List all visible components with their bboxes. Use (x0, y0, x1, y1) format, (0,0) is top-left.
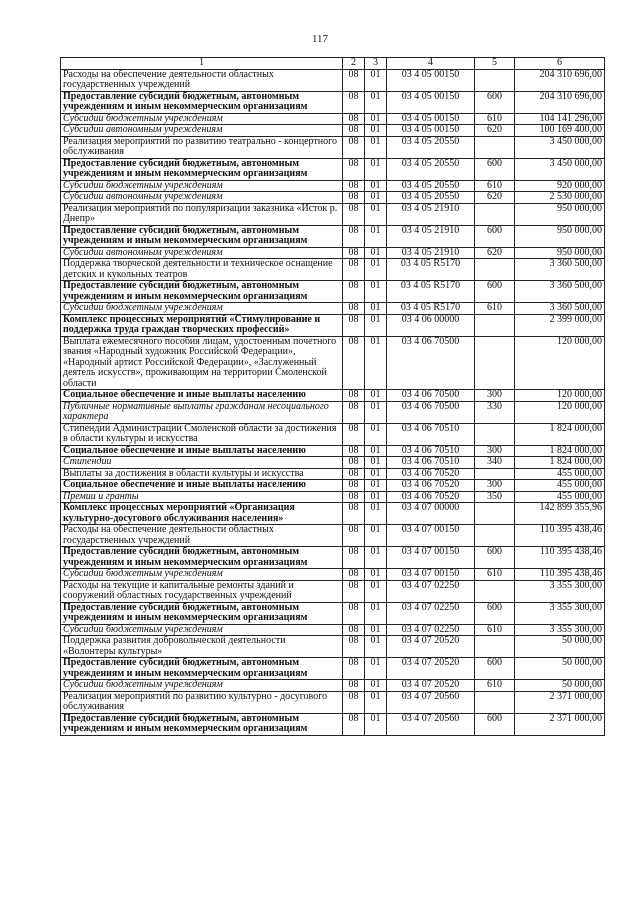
target-article-cell: 03 4 05 R5170 (387, 303, 475, 315)
target-article-cell: 03 4 07 20520 (387, 636, 475, 658)
budget-table (60, 57, 605, 736)
row-name-cell: Расходы на обеспечение деятельности областных государственных учреждений (61, 69, 343, 91)
table-row (61, 423, 605, 445)
expense-type-cell: 610 (475, 624, 515, 636)
expense-type-cell (475, 636, 515, 658)
subsection-cell: 01 (365, 136, 387, 158)
section-cell: 08 (343, 480, 365, 492)
section-cell: 08 (343, 281, 365, 303)
row-name-cell: Субсидии бюджетным учреждениям (61, 569, 343, 581)
row-name-cell: Комплекс процессных мероприятий «Стимулирование и поддержка труда граждан творческих профессий» (61, 314, 343, 336)
table-row (61, 680, 605, 692)
amount-cell: 120 000,00 (515, 336, 605, 390)
row-name-cell: Реализация мероприятий по популяризации заказника «Исток р. Днепр» (61, 203, 343, 225)
page-number: 117 (311, 33, 329, 45)
expense-type-cell (475, 203, 515, 225)
subsection-cell: 01 (365, 303, 387, 315)
target-article-cell: 03 4 05 21910 (387, 247, 475, 259)
section-cell: 08 (343, 525, 365, 547)
target-article-cell: 03 4 05 00150 (387, 125, 475, 137)
table-row (61, 636, 605, 658)
section-cell: 08 (343, 445, 365, 457)
table-row (61, 624, 605, 636)
expense-type-cell: 600 (475, 158, 515, 180)
subsection-cell: 01 (365, 336, 387, 390)
expense-type-cell: 610 (475, 680, 515, 692)
amount-cell: 142 899 355,96 (515, 503, 605, 525)
amount-cell: 104 141 296,00 (515, 113, 605, 125)
section-cell: 08 (343, 158, 365, 180)
amount-cell: 2 399 000,00 (515, 314, 605, 336)
section-cell: 08 (343, 314, 365, 336)
target-article-cell: 03 4 06 00000 (387, 314, 475, 336)
expense-type-cell: 620 (475, 125, 515, 137)
expense-type-cell (475, 136, 515, 158)
amount-cell: 1 824 000,00 (515, 423, 605, 445)
expense-type-cell: 620 (475, 192, 515, 204)
subsection-cell: 01 (365, 281, 387, 303)
amount-cell: 3 355 300,00 (515, 580, 605, 602)
row-name-cell: Публичные нормативные выплаты гражданам несоциального характера (61, 401, 343, 423)
table-row (61, 203, 605, 225)
section-cell: 08 (343, 547, 365, 569)
table-row (61, 192, 605, 204)
expense-type-cell: 330 (475, 401, 515, 423)
target-article-cell: 03 4 06 70500 (387, 336, 475, 390)
subsection-cell: 01 (365, 525, 387, 547)
subsection-cell: 01 (365, 680, 387, 692)
section-cell: 08 (343, 125, 365, 137)
amount-cell: 2 371 000,00 (515, 691, 605, 713)
row-name-cell: Субсидии автономным учреждениям (61, 125, 343, 137)
expense-type-cell: 600 (475, 602, 515, 624)
section-cell: 08 (343, 69, 365, 91)
target-article-cell: 03 4 07 00150 (387, 547, 475, 569)
target-article-cell: 03 4 06 70510 (387, 457, 475, 469)
subsection-cell: 01 (365, 259, 387, 281)
section-cell: 08 (343, 636, 365, 658)
subsection-cell: 01 (365, 91, 387, 113)
amount-cell: 110 395 438,46 (515, 547, 605, 569)
target-article-cell: 03 4 06 70510 (387, 445, 475, 457)
amount-cell: 3 360 500,00 (515, 281, 605, 303)
table-row (61, 445, 605, 457)
target-article-cell: 03 4 05 20550 (387, 136, 475, 158)
amount-cell: 120 000,00 (515, 401, 605, 423)
table-body (61, 69, 605, 735)
subsection-cell: 01 (365, 636, 387, 658)
column-header-expense-type: 5 (475, 58, 515, 70)
row-name-cell: Комплекс процессных мероприятий «Организация культурно-досугового обслуживания населения» (61, 503, 343, 525)
target-article-cell: 03 4 05 00150 (387, 69, 475, 91)
amount-cell: 455 000,00 (515, 491, 605, 503)
row-name-cell: Предоставление субсидий бюджетным, автономным учреждениям и иным некоммерческим организациям (61, 91, 343, 113)
table-row (61, 314, 605, 336)
subsection-cell: 01 (365, 468, 387, 480)
amount-cell: 3 450 000,00 (515, 136, 605, 158)
amount-cell: 950 000,00 (515, 225, 605, 247)
section-cell: 08 (343, 491, 365, 503)
expense-type-cell (475, 580, 515, 602)
expense-type-cell: 610 (475, 303, 515, 315)
subsection-cell: 01 (365, 691, 387, 713)
table-row (61, 136, 605, 158)
target-article-cell: 03 4 07 20560 (387, 713, 475, 735)
section-cell: 08 (343, 303, 365, 315)
table-row (61, 303, 605, 315)
table-row (61, 390, 605, 402)
section-cell: 08 (343, 247, 365, 259)
subsection-cell: 01 (365, 602, 387, 624)
amount-cell: 120 000,00 (515, 390, 605, 402)
section-cell: 08 (343, 423, 365, 445)
section-cell: 08 (343, 691, 365, 713)
target-article-cell: 03 4 06 70500 (387, 401, 475, 423)
subsection-cell: 01 (365, 457, 387, 469)
section-cell: 08 (343, 390, 365, 402)
target-article-cell: 03 4 05 20550 (387, 180, 475, 192)
expense-type-cell (475, 336, 515, 390)
row-name-cell: Предоставление субсидий бюджетным, автономным учреждениям и иным некоммерческим организациям (61, 713, 343, 735)
table-row (61, 457, 605, 469)
section-cell: 08 (343, 203, 365, 225)
subsection-cell: 01 (365, 225, 387, 247)
target-article-cell: 03 4 06 70520 (387, 491, 475, 503)
amount-cell: 2 371 000,00 (515, 713, 605, 735)
section-cell: 08 (343, 580, 365, 602)
expense-type-cell (475, 259, 515, 281)
section-cell: 08 (343, 401, 365, 423)
subsection-cell: 01 (365, 69, 387, 91)
subsection-cell: 01 (365, 390, 387, 402)
subsection-cell: 01 (365, 658, 387, 680)
expense-type-cell: 300 (475, 390, 515, 402)
subsection-cell: 01 (365, 580, 387, 602)
table-row (61, 580, 605, 602)
table-row (61, 125, 605, 137)
table-row (61, 180, 605, 192)
expense-type-cell: 600 (475, 225, 515, 247)
expense-type-cell: 340 (475, 457, 515, 469)
table-row (61, 91, 605, 113)
row-name-cell: Субсидии автономным учреждениям (61, 192, 343, 204)
row-name-cell: Предоставление субсидий бюджетным, автономным учреждениям и иным некоммерческим организациям (61, 281, 343, 303)
expense-type-cell: 300 (475, 445, 515, 457)
column-header-target-article: 4 (387, 58, 475, 70)
row-name-cell: Стипендии Администрации Смоленской области за достижения в области культуры и искусства (61, 423, 343, 445)
amount-cell: 50 000,00 (515, 636, 605, 658)
amount-cell: 3 360 500,00 (515, 259, 605, 281)
target-article-cell: 03 4 07 00000 (387, 503, 475, 525)
amount-cell: 3 450 000,00 (515, 158, 605, 180)
table-row (61, 691, 605, 713)
target-article-cell: 03 4 06 70500 (387, 390, 475, 402)
amount-cell: 50 000,00 (515, 658, 605, 680)
row-name-cell: Поддержка творческой деятельности и техническое оснащение детских и кукольных театров (61, 259, 343, 281)
subsection-cell: 01 (365, 713, 387, 735)
amount-cell: 1 824 000,00 (515, 457, 605, 469)
table-row (61, 113, 605, 125)
section-cell: 08 (343, 503, 365, 525)
section-cell: 08 (343, 336, 365, 390)
amount-cell: 3 355 300,00 (515, 602, 605, 624)
amount-cell: 3 355 300,00 (515, 624, 605, 636)
row-name-cell: Субсидии бюджетным учреждениям (61, 624, 343, 636)
subsection-cell: 01 (365, 569, 387, 581)
expense-type-cell: 600 (475, 281, 515, 303)
expense-type-cell: 610 (475, 113, 515, 125)
amount-cell: 950 000,00 (515, 203, 605, 225)
subsection-cell: 01 (365, 445, 387, 457)
column-header-amount: 6 (515, 58, 605, 70)
target-article-cell: 03 4 07 02250 (387, 602, 475, 624)
section-cell: 08 (343, 468, 365, 480)
section-cell: 08 (343, 602, 365, 624)
expense-type-cell (475, 69, 515, 91)
expense-type-cell: 620 (475, 247, 515, 259)
expense-type-cell (475, 691, 515, 713)
amount-cell: 950 000,00 (515, 247, 605, 259)
row-name-cell: Выплата ежемесячного пособия лицам, удостоенным почетного звания «Народный художник Российской Федерации», «Народный артист Российской Федерации», «Заслуженный деятель искусств», проживающим на территории Смоленской области (61, 336, 343, 390)
table-row (61, 547, 605, 569)
row-name-cell: Предоставление субсидий бюджетным, автономным учреждениям и иным некоммерческим организациям (61, 547, 343, 569)
section-cell: 08 (343, 192, 365, 204)
expense-type-cell (475, 525, 515, 547)
table-row (61, 525, 605, 547)
target-article-cell: 03 4 05 R5170 (387, 259, 475, 281)
section-cell: 08 (343, 259, 365, 281)
subsection-cell: 01 (365, 503, 387, 525)
row-name-cell: Расходы на текущие и капитальные ремонты зданий и сооружений областных государственных учреждений (61, 580, 343, 602)
row-name-cell: Поддержка развития добровольческой деятельности «Волонтеры культуры» (61, 636, 343, 658)
section-cell: 08 (343, 225, 365, 247)
table-row (61, 602, 605, 624)
expense-type-cell: 350 (475, 491, 515, 503)
target-article-cell: 03 4 05 20550 (387, 158, 475, 180)
table-row (61, 259, 605, 281)
row-name-cell: Предоставление субсидий бюджетным, автономным учреждениям и иным некоммерческим организациям (61, 658, 343, 680)
column-header-subsection: 3 (365, 58, 387, 70)
target-article-cell: 03 4 07 02250 (387, 580, 475, 602)
table-row (61, 480, 605, 492)
table-row (61, 503, 605, 525)
table-row (61, 658, 605, 680)
target-article-cell: 03 4 06 70520 (387, 480, 475, 492)
row-name-cell: Расходы на обеспечение деятельности областных государственных учреждений (61, 525, 343, 547)
subsection-cell: 01 (365, 547, 387, 569)
target-article-cell: 03 4 05 21910 (387, 203, 475, 225)
row-name-cell: Субсидии бюджетным учреждениям (61, 303, 343, 315)
table-row (61, 401, 605, 423)
amount-cell: 110 395 438,46 (515, 525, 605, 547)
amount-cell: 1 824 000,00 (515, 445, 605, 457)
table-row (61, 158, 605, 180)
section-cell: 08 (343, 180, 365, 192)
table-row (61, 569, 605, 581)
target-article-cell: 03 4 07 20560 (387, 691, 475, 713)
table-row (61, 69, 605, 91)
target-article-cell: 03 4 05 00150 (387, 91, 475, 113)
row-name-cell: Предоставление субсидий бюджетным, автономным учреждениям и иным некоммерческим организациям (61, 158, 343, 180)
target-article-cell: 03 4 07 02250 (387, 624, 475, 636)
amount-cell: 455 000,00 (515, 480, 605, 492)
subsection-cell: 01 (365, 480, 387, 492)
row-name-cell: Субсидии автономным учреждениям (61, 247, 343, 259)
target-article-cell: 03 4 05 20550 (387, 192, 475, 204)
amount-cell: 100 169 400,00 (515, 125, 605, 137)
header-row (61, 58, 605, 70)
subsection-cell: 01 (365, 491, 387, 503)
expense-type-cell: 300 (475, 480, 515, 492)
row-name-cell: Субсидии бюджетным учреждениям (61, 113, 343, 125)
row-name-cell: Социальное обеспечение и иные выплаты населению (61, 390, 343, 402)
target-article-cell: 03 4 07 00150 (387, 525, 475, 547)
section-cell: 08 (343, 91, 365, 113)
target-article-cell: 03 4 05 21910 (387, 225, 475, 247)
section-cell: 08 (343, 713, 365, 735)
subsection-cell: 01 (365, 401, 387, 423)
subsection-cell: 01 (365, 158, 387, 180)
row-name-cell: Выплаты за достижения в области культуры и искусства (61, 468, 343, 480)
table-row (61, 247, 605, 259)
column-header-name: 1 (61, 58, 343, 70)
expense-type-cell: 600 (475, 547, 515, 569)
target-article-cell: 03 4 05 00150 (387, 113, 475, 125)
column-header-section: 2 (343, 58, 365, 70)
expense-type-cell: 600 (475, 91, 515, 113)
expense-type-cell (475, 503, 515, 525)
section-cell: 08 (343, 680, 365, 692)
row-name-cell: Предоставление субсидий бюджетным, автономным учреждениям и иным некоммерческим организациям (61, 225, 343, 247)
amount-cell: 110 395 438,46 (515, 569, 605, 581)
table-row (61, 336, 605, 390)
subsection-cell: 01 (365, 113, 387, 125)
section-cell: 08 (343, 624, 365, 636)
subsection-cell: 01 (365, 180, 387, 192)
expense-type-cell (475, 314, 515, 336)
expense-type-cell (475, 423, 515, 445)
section-cell: 08 (343, 457, 365, 469)
target-article-cell: 03 4 07 00150 (387, 569, 475, 581)
row-name-cell: Стипендии (61, 457, 343, 469)
row-name-cell: Реализация мероприятий по развитию культурно - досугового обслуживания (61, 691, 343, 713)
target-article-cell: 03 4 07 20520 (387, 680, 475, 692)
table-row (61, 713, 605, 735)
expense-type-cell: 610 (475, 180, 515, 192)
row-name-cell: Предоставление субсидий бюджетным, автономным учреждениям и иным некоммерческим организациям (61, 602, 343, 624)
expense-type-cell: 600 (475, 713, 515, 735)
section-cell: 08 (343, 569, 365, 581)
amount-cell: 920 000,00 (515, 180, 605, 192)
amount-cell: 204 310 696,00 (515, 91, 605, 113)
expense-type-cell: 610 (475, 569, 515, 581)
table-row (61, 491, 605, 503)
subsection-cell: 01 (365, 192, 387, 204)
subsection-cell: 01 (365, 125, 387, 137)
subsection-cell: 01 (365, 203, 387, 225)
row-name-cell: Субсидии бюджетным учреждениям (61, 180, 343, 192)
amount-cell: 204 310 696,00 (515, 69, 605, 91)
section-cell: 08 (343, 658, 365, 680)
section-cell: 08 (343, 113, 365, 125)
target-article-cell: 03 4 05 R5170 (387, 281, 475, 303)
amount-cell: 50 000,00 (515, 680, 605, 692)
row-name-cell: Социальное обеспечение и иные выплаты населению (61, 445, 343, 457)
table-header (61, 58, 605, 70)
amount-cell: 3 360 500,00 (515, 303, 605, 315)
row-name-cell: Субсидии бюджетным учреждениям (61, 680, 343, 692)
section-cell: 08 (343, 136, 365, 158)
amount-cell: 455 000,00 (515, 468, 605, 480)
table-row (61, 281, 605, 303)
row-name-cell: Социальное обеспечение и иные выплаты населению (61, 480, 343, 492)
target-article-cell: 03 4 06 70520 (387, 468, 475, 480)
amount-cell: 2 530 000,00 (515, 192, 605, 204)
target-article-cell: 03 4 06 70510 (387, 423, 475, 445)
row-name-cell: Премии и гранты (61, 491, 343, 503)
expense-type-cell (475, 468, 515, 480)
subsection-cell: 01 (365, 247, 387, 259)
row-name-cell: Реализация мероприятий по развитию театрально - концертного обслуживания (61, 136, 343, 158)
table-row (61, 468, 605, 480)
subsection-cell: 01 (365, 314, 387, 336)
subsection-cell: 01 (365, 624, 387, 636)
expense-type-cell: 600 (475, 658, 515, 680)
target-article-cell: 03 4 07 20520 (387, 658, 475, 680)
subsection-cell: 01 (365, 423, 387, 445)
table-row (61, 225, 605, 247)
